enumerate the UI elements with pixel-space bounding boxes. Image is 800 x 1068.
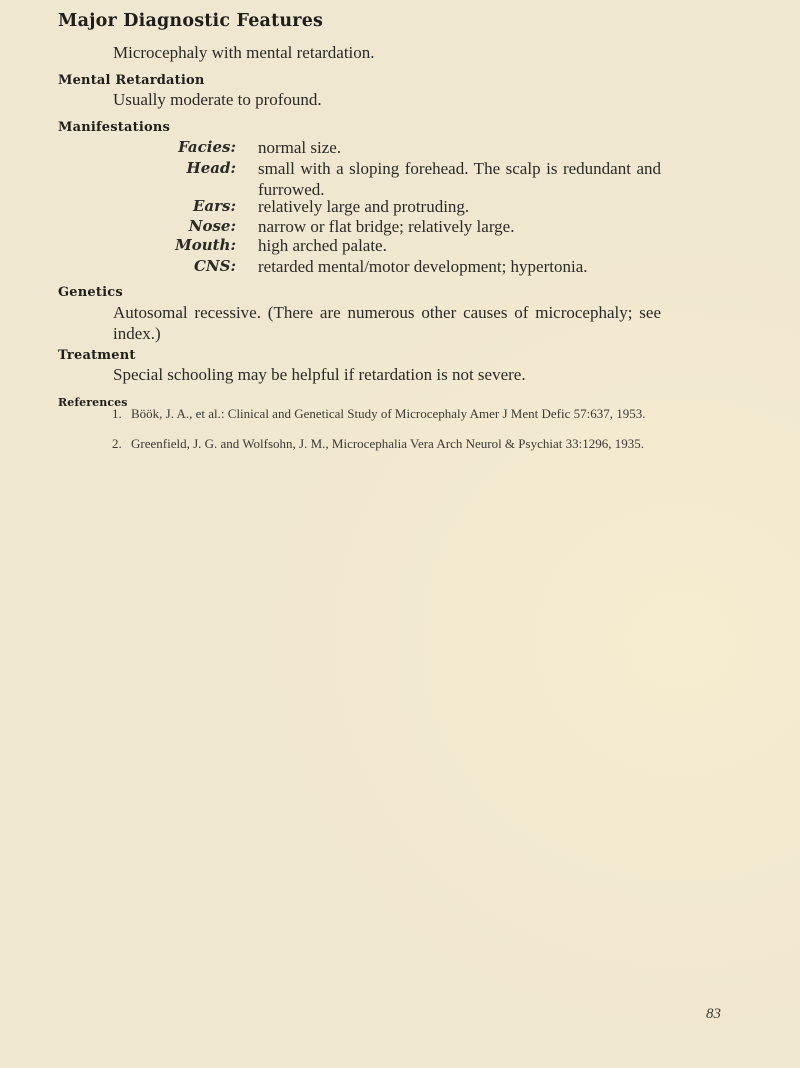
treatment-heading: Treatment (58, 348, 136, 363)
reference-text: Böök, J. A., et al.: Clinical and Genetical Study of Microcephaly Amer J Ment Defic 57:637, 1953. (131, 406, 646, 421)
manifestation-value: retarded mental/motor development; hypertonia. (258, 257, 588, 276)
manifestation-label: Facies: (178, 138, 236, 156)
manifestation-row (0, 158, 800, 199)
page-number: 83 (706, 1006, 721, 1022)
manifestation-row (0, 256, 800, 277)
page-title: Major Diagnostic Features (58, 11, 324, 31)
subtitle: Microcephaly with mental retardation. (113, 43, 375, 62)
manifestation-row (0, 196, 800, 217)
manifestation-label: Head: (186, 159, 236, 177)
manifestation-label: Ears: (192, 197, 236, 215)
manifestation-value: relatively large and protruding. (258, 197, 470, 216)
references-heading: References (58, 396, 128, 409)
manifestation-value: small with a sloping forehead. The scalp is redundant and furrowed. (258, 159, 661, 199)
mental-retardation-heading: Mental Retardation (58, 73, 205, 88)
treatment-text: Special schooling may be helpful if retardation is not severe. (113, 365, 526, 384)
reference-text: Greenfield, J. G. and Wolfsohn, J. M., Microcephalia Vera Arch Neurol & Psychiat 33:1296, 1935. (131, 436, 644, 451)
manifestation-row (0, 235, 800, 256)
manifestation-value: normal size. (258, 138, 342, 157)
manifestation-label: Mouth: (175, 236, 236, 254)
manifestations-heading: Manifestations (58, 120, 170, 135)
genetics-text: Autosomal recessive. (There are numerous other causes of microcephaly; see index.) (113, 303, 661, 343)
manifestation-label: Nose: (188, 217, 236, 235)
manifestation-label: CNS: (193, 257, 236, 275)
manifestation-row (0, 137, 800, 158)
manifestation-value: narrow or flat bridge; relatively large. (258, 217, 515, 236)
genetics-heading: Genetics (58, 285, 123, 300)
reference-number: 1. (112, 406, 122, 421)
mental-retardation-text: Usually moderate to profound. (113, 90, 322, 109)
reference-number: 2. (112, 436, 122, 451)
manifestation-row (0, 216, 800, 237)
manifestation-value: high arched palate. (258, 236, 387, 255)
